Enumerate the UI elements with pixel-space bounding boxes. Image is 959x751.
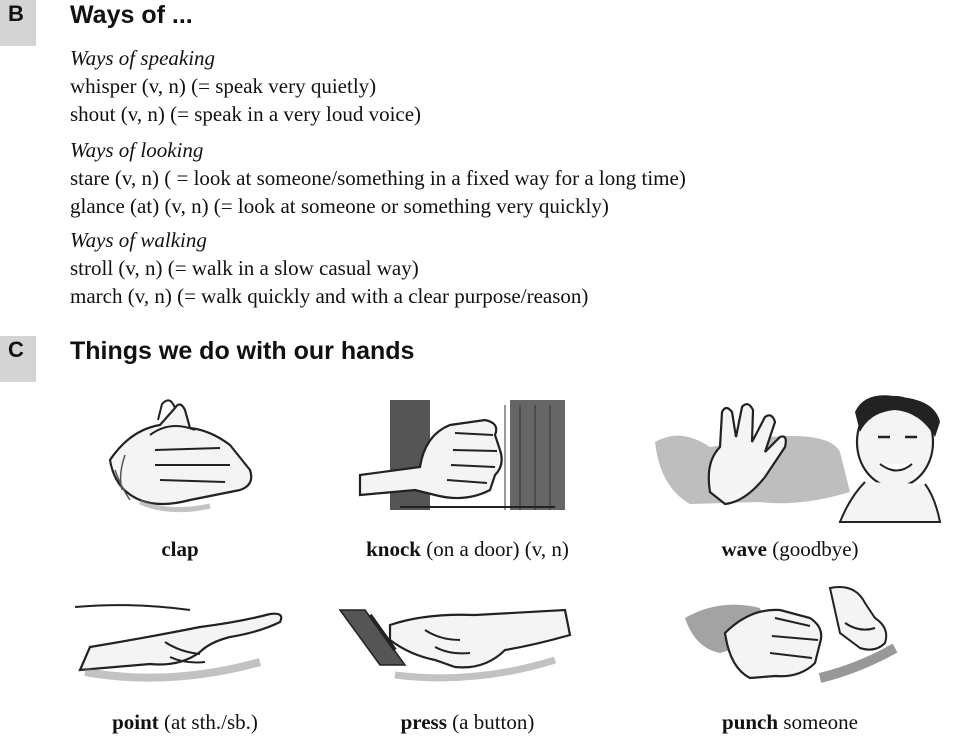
section-b-title: Ways of ... <box>70 1 193 29</box>
caption-clap-word: clap <box>161 537 199 561</box>
entry-stroll: stroll (v, n) (= walk in a slow casual way) <box>70 256 419 280</box>
caption-knock-note: (on a door) (v, n) <box>420 537 569 561</box>
entry-whisper: whisper (v, n) (= speak very quietly) <box>70 74 377 98</box>
subheading-looking: Ways of looking <box>70 138 204 162</box>
subheading-speaking: Ways of speaking <box>70 46 216 70</box>
section-c-badge: C <box>0 336 36 382</box>
section-c-title: Things we do with our hands <box>70 337 415 365</box>
caption-press-note: (a button) <box>446 710 535 734</box>
entry-glance: glance (at) (v, n) (= look at someone or something very quickly) <box>70 194 609 218</box>
caption-point-word: point <box>112 710 159 734</box>
entry-march: march (v, n) (= walk quickly and with a clear purpose/reason) <box>70 284 589 308</box>
punch-illustration <box>680 578 910 698</box>
section-b-badge: B <box>0 0 36 46</box>
clap-illustration <box>100 390 270 520</box>
caption-point-note: (at sth./sb.) <box>158 710 258 734</box>
press-illustration <box>335 595 580 685</box>
caption-wave-word: wave <box>721 537 767 561</box>
caption-point <box>80 710 290 735</box>
caption-wave-note: (goodbye) <box>766 537 859 561</box>
subheading-walking: Ways of walking <box>70 228 207 252</box>
point-illustration <box>70 592 300 687</box>
entry-stare: stare (v, n) ( = look at someone/something in a fixed way for a long time) <box>70 166 686 190</box>
knock-illustration <box>355 395 580 520</box>
caption-press <box>370 710 565 735</box>
caption-press-word: press <box>400 710 447 734</box>
entry-shout: shout (v, n) (= speak in a very loud voice) <box>70 102 422 126</box>
caption-wave <box>690 537 890 562</box>
caption-clap <box>130 537 230 562</box>
caption-knock-word: knock <box>366 537 421 561</box>
caption-punch-note: someone <box>778 710 858 734</box>
caption-knock <box>335 537 600 562</box>
caption-punch <box>695 710 885 735</box>
caption-punch-word: punch <box>722 710 779 734</box>
wave-illustration <box>650 392 950 527</box>
